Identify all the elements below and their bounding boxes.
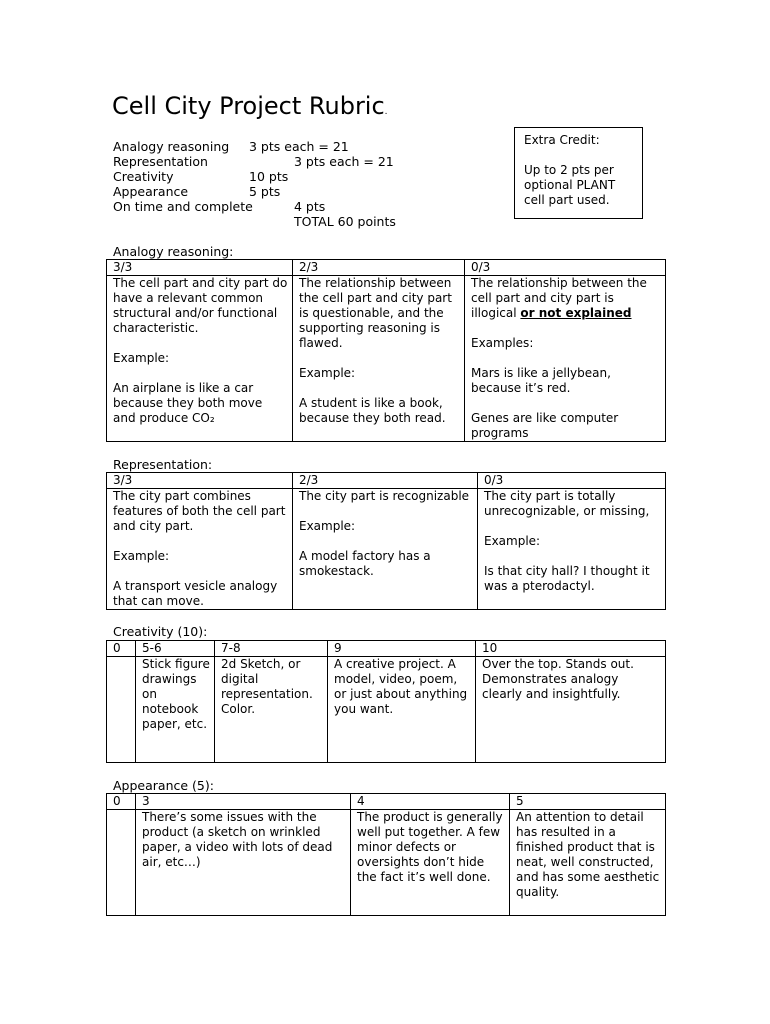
cell-text: Examples: Mars is like a jellybean, because it’s red. Genes are like computer programs — [471, 336, 619, 440]
summary-label: Appearance — [113, 184, 189, 199]
score-header: 3 — [136, 794, 351, 810]
summary-points: 4 pts — [294, 199, 326, 214]
representation-section-label: Representation: — [113, 457, 213, 472]
summary-label: On time and complete — [113, 199, 253, 214]
rubric-cell: The product is generally well put together. A few minor defects or oversights don’t hide the fact it’s well done. — [351, 810, 510, 916]
table-header-row — [107, 794, 666, 810]
score-header: 0 — [107, 641, 136, 657]
summary-label: Representation — [113, 154, 208, 169]
score-header: 7-8 — [215, 641, 328, 657]
score-header: 4 — [351, 794, 510, 810]
rubric-cell: The city part is recognizable Example: A model factory has a smokestack. — [293, 489, 478, 610]
summary-points: 10 pts — [249, 169, 289, 184]
rubric-cell: The cell part and city part do have a relevant common structural and/or functional characteristic. Example: An airplane is like a car because they both move and produce CO₂ — [107, 276, 293, 442]
score-header: 2/3 — [293, 473, 478, 489]
summary-label: Analogy reasoning — [113, 139, 230, 154]
analogy-section-label: Analogy reasoning: — [113, 244, 234, 259]
analogy-table — [106, 259, 666, 442]
representation-table — [106, 472, 666, 610]
score-header: 3/3 — [107, 473, 293, 489]
rubric-cell: A creative project. A model, video, poem, or just about anything you want. — [328, 657, 476, 763]
title-dot: . — [384, 107, 388, 117]
rubric-cell: The city part is totally unrecognizable, or missing, Example: Is that city hall? I thought it was a pterodactyl. — [478, 489, 666, 610]
score-header: 9 — [328, 641, 476, 657]
rubric-cell — [107, 810, 136, 916]
summary-points: 3 pts each = 21 — [294, 154, 394, 169]
table-row — [107, 657, 666, 763]
extra-credit-box — [514, 127, 643, 219]
rubric-cell: There’s some issues with the product (a sketch on wrinkled paper, a video with lots of dead air, etc…) — [136, 810, 351, 916]
creativity-table — [106, 640, 666, 763]
table-row — [107, 810, 666, 916]
table-header-row — [107, 473, 666, 489]
score-header: 5 — [510, 794, 666, 810]
score-header: 10 — [476, 641, 666, 657]
rubric-cell: The relationship between the cell part and city part is questionable, and the supporting reasoning is flawed. Example: A student is like a book, because they both read. — [293, 276, 465, 442]
score-header: 0/3 — [478, 473, 666, 489]
extra-credit-body: Up to 2 pts per optional PLANT cell part used. — [524, 163, 616, 207]
rubric-cell: Over the top. Stands out. Demonstrates analogy clearly and insightfully. — [476, 657, 666, 763]
table-row — [107, 489, 666, 610]
rubric-cell: The city part combines features of both the cell part and city part. Example: A transport vesicle analogy that can move. — [107, 489, 293, 610]
score-header: 3/3 — [107, 260, 293, 276]
summary-total: TOTAL 60 points — [294, 214, 396, 229]
score-header: 0/3 — [465, 260, 666, 276]
table-header-row — [107, 260, 666, 276]
rubric-cell: 2d Sketch, or digital representation. Color. — [215, 657, 328, 763]
rubric-cell: An attention to detail has resulted in a finished product that is neat, well constructed, and has some aesthetic quality. — [510, 810, 666, 916]
extra-credit-heading: Extra Credit: — [524, 133, 600, 147]
emphasis-text: or not explained — [520, 306, 632, 320]
rubric-cell: Stick figure drawings on notebook paper, etc. — [136, 657, 215, 763]
title-text: Cell City Project Rubric — [112, 92, 385, 120]
summary-label: Creativity — [113, 169, 174, 184]
table-row — [107, 276, 666, 442]
rubric-cell — [465, 276, 666, 442]
page-title — [112, 92, 388, 120]
table-header-row — [107, 641, 666, 657]
score-header: 5-6 — [136, 641, 215, 657]
summary-points: 5 pts — [249, 184, 281, 199]
cell-text: The relationship between the cell part and city part is illogical — [471, 276, 647, 320]
appearance-section-label: Appearance (5): — [113, 778, 214, 793]
summary-points: 3 pts each = 21 — [249, 139, 349, 154]
score-header: 0 — [107, 794, 136, 810]
appearance-table — [106, 793, 666, 916]
creativity-section-label: Creativity (10): — [113, 624, 208, 639]
rubric-cell — [107, 657, 136, 763]
score-header: 2/3 — [293, 260, 465, 276]
